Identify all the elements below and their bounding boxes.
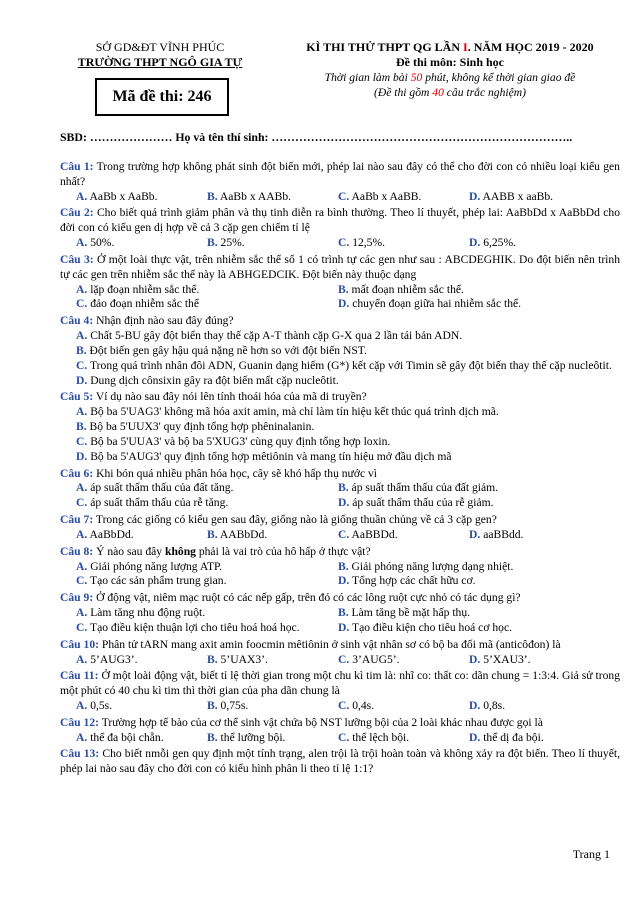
option-text: AaBb x AaBB. — [351, 189, 422, 203]
time-a: Thời gian làm bài — [324, 70, 411, 84]
option-text: AaBb x AaBb. — [89, 189, 158, 203]
page-number: Trang 1 — [572, 847, 610, 861]
option-b — [207, 528, 338, 543]
option-text: Bộ ba 5'UAG3' không mã hóa axit amin, mà chỉ làm tín hiệu kết thúc quá trình dịch mã. — [90, 405, 499, 419]
option-a — [76, 190, 207, 205]
option-b — [60, 420, 620, 435]
options — [60, 653, 620, 668]
option-d — [469, 699, 600, 714]
option-text: 3’AUG5’. — [352, 652, 400, 666]
question-text: Trong các giống có kiểu gen sau đây, giống nào là giống thuần chủng về cả 3 cặp gen? — [95, 513, 497, 527]
option-b — [207, 653, 338, 668]
option-letter: B. — [207, 730, 218, 744]
question-label: Câu 2: — [60, 206, 94, 220]
option-a — [76, 699, 207, 714]
option-letter: A. — [76, 559, 88, 573]
option-text: Tạo các sản phẩm trung gian. — [89, 574, 227, 588]
option-text: 12,5%. — [352, 236, 386, 250]
option-a — [60, 405, 620, 420]
school-name: TRƯỜNG THPT NGÔ GIA TỰ — [77, 55, 243, 70]
option-letter: D. — [469, 652, 481, 666]
count-a: (Đề thi gồm — [374, 85, 433, 99]
question-stem — [60, 716, 620, 731]
question-text: Trong trường hợp không phát sinh đột biến mới, phép lai nào sau đây có thể cho đời con có nhiều loại kiểu gen nhất? — [60, 160, 620, 188]
option-letter: A. — [76, 329, 88, 343]
option-letter: C. — [76, 620, 88, 634]
option-d — [338, 621, 600, 636]
option-d — [469, 731, 600, 746]
question-text-emphasis: không — [165, 544, 196, 558]
option-text: 0,5s. — [90, 698, 113, 712]
option-text: 6,25%. — [483, 236, 517, 250]
option-text: aaBBdd. — [483, 527, 524, 541]
option-d — [469, 528, 600, 543]
question-stem — [60, 314, 620, 329]
option-text: Tạo điều kiện thuận lợi cho tiêu hoá hoá học. — [89, 620, 300, 634]
option-text: áp suất thẩm thấu của đất tăng. — [90, 481, 234, 495]
question-text: Nhận định nào sau đây đúng? — [96, 314, 234, 328]
question-11 — [60, 669, 620, 713]
exam-title-roman: I — [463, 40, 468, 54]
question-13 — [60, 747, 620, 777]
question-stem — [60, 206, 620, 236]
question-label: Câu 9: — [60, 591, 94, 605]
option-letter: B. — [76, 343, 87, 357]
option-letter: B. — [338, 606, 349, 620]
option-text: áp suất thẩm thấu của đất giảm. — [351, 481, 499, 495]
question-stem — [60, 591, 620, 606]
option-letter: D. — [469, 527, 481, 541]
option-text: thể đa bội chẵn. — [90, 730, 164, 744]
option-letter: C. — [338, 698, 350, 712]
option-a — [76, 560, 338, 575]
options — [60, 560, 620, 590]
option-letter: C. — [76, 434, 88, 448]
header-left — [60, 40, 260, 71]
question-text-a: Ý nào sau đây — [96, 544, 165, 558]
option-a — [76, 653, 207, 668]
option-c — [76, 496, 338, 511]
option-letter: B. — [207, 652, 218, 666]
question-label: Câu 12: — [60, 715, 99, 729]
question-count — [285, 86, 615, 101]
question-text: Ví dụ nào sau đây nói lên tính thoái hóa của mã di truyền? — [95, 390, 367, 404]
option-text: lặp đoạn nhiễm sắc thể. — [90, 282, 200, 296]
option-letter: B. — [207, 527, 218, 541]
option-d — [469, 190, 600, 205]
option-text: mất đoạn nhiễm sắc thể. — [351, 282, 464, 296]
option-c — [338, 653, 469, 668]
question-label: Câu 4: — [60, 314, 94, 328]
question-label: Câu 3: — [60, 252, 94, 266]
option-letter: D. — [469, 189, 481, 203]
option-letter: C. — [338, 189, 350, 203]
option-letter: B. — [207, 236, 218, 250]
question-stem — [60, 253, 620, 283]
option-a — [76, 283, 338, 298]
question-stem — [60, 160, 620, 190]
time-b: phút, không kể thời gian giao đề — [422, 70, 576, 84]
option-d — [60, 374, 620, 389]
exam-code-box: Mã đề thi: 246 — [95, 78, 229, 116]
option-letter: B. — [338, 559, 349, 573]
option-text: đảo đoạn nhiễm sắc thể — [90, 297, 200, 311]
question-12 — [60, 716, 620, 746]
option-a — [76, 731, 207, 746]
question-stem — [60, 545, 620, 560]
option-text: 50%. — [90, 236, 115, 250]
option-text: Chất 5-BU gây đột biến thay thế cặp A-T thành cặp G-X qua 2 lần tái bản ADN. — [90, 329, 463, 343]
option-b — [338, 481, 600, 496]
option-letter: B. — [207, 189, 218, 203]
question-label: Câu 1: — [60, 160, 94, 173]
option-letter: B. — [338, 481, 349, 495]
option-d — [469, 653, 600, 668]
option-c — [60, 359, 620, 374]
exam-time — [285, 71, 615, 86]
option-text: áp suất thẩm thấu của rễ tăng. — [90, 496, 229, 510]
option-c — [338, 699, 469, 714]
question-label: Câu 11: — [60, 669, 99, 683]
option-letter: A. — [76, 606, 88, 620]
question-text: Ở một loài động vật, biết tỉ lệ thời gian trong một chu kì tim là: nhĩ co: thất co: dãn chung = 1:3:4. Giả sử trong một phút có 40 chu kì tim thì thời gian của pha dãn chung là — [60, 669, 620, 698]
option-text: 0,4s. — [352, 698, 375, 712]
exam-title — [285, 40, 615, 55]
options — [60, 329, 620, 388]
exam-title-a: KÌ THI THỬ THPT QG LẦN — [306, 40, 464, 54]
option-text: 5’XAU3’. — [483, 652, 531, 666]
option-text: 5’UAX3’. — [220, 652, 268, 666]
question-text-b: phải là vai trò của hô hấp ở thực vật? — [195, 544, 371, 558]
option-d — [338, 297, 600, 312]
question-stem — [60, 390, 620, 405]
option-text: AaBbDd. — [89, 527, 134, 541]
option-text: AABbDd. — [219, 527, 268, 541]
option-text: AaBb x AABb. — [219, 189, 292, 203]
option-letter: D. — [338, 574, 350, 588]
option-text: Bộ ba 5'UUX3' quy định tổng hợp phêninalanin. — [89, 420, 315, 434]
question-label: Câu 13: — [60, 747, 100, 761]
option-c — [338, 731, 469, 746]
option-b — [338, 283, 600, 298]
option-letter: C. — [76, 574, 88, 588]
header-right — [285, 40, 615, 100]
option-text: thể dị đa bội. — [483, 730, 544, 744]
option-letter: C. — [76, 358, 88, 372]
candidate-info-line: SBD: ………………… Họ và tên thí sinh: ………………………………………………………………….. — [60, 130, 573, 144]
question-7 — [60, 513, 620, 543]
option-c — [338, 528, 469, 543]
question-list — [60, 160, 620, 779]
option-c — [338, 190, 469, 205]
options — [60, 405, 620, 464]
option-b — [338, 560, 600, 575]
option-b — [338, 606, 600, 621]
option-letter: D. — [469, 698, 481, 712]
question-stem — [60, 669, 620, 699]
question-label: Câu 7: — [60, 513, 94, 527]
option-a — [76, 528, 207, 543]
option-text: Giải phóng năng lượng ATP. — [90, 559, 223, 573]
option-letter: A. — [76, 282, 88, 296]
question-3 — [60, 253, 620, 312]
option-letter: B. — [338, 282, 349, 296]
option-text: Giải phóng năng lượng dạng nhiệt. — [351, 559, 514, 573]
question-stem — [60, 467, 620, 482]
option-letter: D. — [338, 297, 350, 311]
option-b — [207, 731, 338, 746]
option-text: Làm tăng nhu động ruột. — [90, 606, 206, 620]
question-6 — [60, 467, 620, 511]
option-b — [207, 699, 338, 714]
question-text: Ở một loài thực vật, trên nhiễm sắc thể số 1 có trình tự các gen như sau : ABCDEGHIK. Do đột biến nên trình tự các gen trên nhiễm sắc thể này là ABHGEDCIK. Đột biến này thuộc dạng — [60, 252, 620, 281]
option-letter: D. — [76, 449, 88, 463]
option-letter: C. — [76, 496, 88, 510]
option-letter: A. — [76, 698, 88, 712]
count-num: 40 — [432, 85, 444, 99]
options — [60, 190, 620, 205]
option-text: 0,75s. — [220, 698, 249, 712]
option-letter: C. — [338, 527, 350, 541]
option-text: Đột biến gen gây hậu quả nặng nề hơn so với đột biến NST. — [89, 343, 367, 357]
question-2 — [60, 206, 620, 250]
option-text: 0,8s. — [483, 698, 506, 712]
option-text: thể lưỡng bội. — [220, 730, 286, 744]
option-letter: C. — [338, 652, 350, 666]
options — [60, 283, 620, 313]
exam-title-b: . NĂM HỌC 2019 - 2020 — [467, 40, 594, 54]
option-text: Tạo điều kiện cho tiêu hoá cơ học. — [351, 620, 512, 634]
question-stem — [60, 513, 620, 528]
option-letter: C. — [338, 236, 350, 250]
option-text: 5’AUG3’. — [90, 652, 138, 666]
option-letter: A. — [76, 527, 88, 541]
count-b: câu trắc nghiệm) — [443, 85, 526, 99]
option-a — [76, 236, 207, 251]
option-letter: B. — [76, 420, 87, 434]
option-text: 25%. — [220, 236, 245, 250]
option-a — [60, 329, 620, 344]
question-10 — [60, 638, 620, 668]
question-1 — [60, 160, 620, 204]
question-5 — [60, 390, 620, 464]
question-text: Cho biết nmỗi gen quy định một tính trạng, alen trội là trội hoàn toàn và không xảy ra đột biến. Theo lí thuyết, phép lai nào sau đây cho đời con có kiểu hình phân li theo tỉ lệ 1:1? — [60, 747, 620, 776]
option-b — [207, 236, 338, 251]
option-letter: A. — [76, 405, 88, 419]
option-text: Trong quá trình nhân đôi ADN, Guanin dạng hiếm (G*) kết cặp với Timin sẽ gây đột biến thay thế cặp nucleôtit. — [89, 358, 612, 372]
option-letter: D. — [76, 373, 88, 387]
option-letter: B. — [207, 698, 218, 712]
question-text: Ở động vật, niêm mạc ruột có các nếp gấp, trên đó có các lông ruột cực nhỏ có tác dụng gì? — [96, 591, 521, 605]
question-4 — [60, 314, 620, 388]
option-c — [60, 435, 620, 450]
question-text: Phân tử tARN mang axit amin foocmin mêtiônin ở sinh vật nhân sơ có bộ ba đối mã (anticôđon) là — [101, 637, 561, 651]
question-label: Câu 10: — [60, 637, 99, 651]
question-text: Khi bón quá nhiều phân hóa học, cây sẽ khó hấp thụ nước vì — [96, 466, 378, 480]
option-b — [207, 190, 338, 205]
option-c — [76, 621, 338, 636]
option-c — [338, 236, 469, 251]
option-d — [60, 450, 620, 465]
option-letter: C. — [76, 297, 88, 311]
option-letter: A. — [76, 652, 88, 666]
option-b — [60, 344, 620, 359]
option-letter: A. — [76, 481, 88, 495]
question-text: Cho biết quá trình giảm phân và thụ tinh diễn ra bình thường. Theo lí thuyết, phép lai: AaBbDd x AaBbDd cho đời con có kiểu gen dị hợp về cả 3 cặp gen chiếm tỉ lệ — [60, 206, 620, 235]
option-letter: D. — [338, 620, 350, 634]
option-a — [76, 481, 338, 496]
question-stem — [60, 638, 620, 653]
option-letter: C. — [338, 730, 350, 744]
option-text: AABB x aaBb. — [482, 189, 554, 203]
option-d — [469, 236, 600, 251]
option-letter: D. — [338, 496, 350, 510]
options — [60, 606, 620, 636]
option-d — [338, 496, 600, 511]
option-letter: A. — [76, 236, 88, 250]
option-c — [76, 574, 338, 589]
question-8 — [60, 545, 620, 589]
option-text: chuyển đoạn giữa hai nhiễm sắc thể. — [352, 297, 522, 311]
option-letter: D. — [469, 236, 481, 250]
question-stem — [60, 747, 620, 777]
option-text: Dung dịch cônsixin gây ra đột biến mất cặp nucleôtit. — [90, 373, 339, 387]
question-label: Câu 6: — [60, 466, 94, 480]
options — [60, 528, 620, 543]
option-text: Làm tăng bề mặt hấp thụ. — [351, 606, 471, 620]
option-text: AaBBDd. — [351, 527, 398, 541]
option-a — [76, 606, 338, 621]
option-d — [338, 574, 600, 589]
option-letter: D. — [469, 730, 481, 744]
option-letter: A. — [76, 730, 88, 744]
exam-subject: Đề thi môn: Sinh học — [395, 55, 505, 70]
options — [60, 481, 620, 511]
question-text: Trường hợp tế bào của cơ thể sinh vật chứa bộ NST lưỡng bội của 2 loài khác nhau được gọi là — [101, 715, 543, 729]
question-label: Câu 8: — [60, 544, 94, 558]
option-text: áp suất thẩm thấu của rễ giảm. — [352, 496, 494, 510]
option-letter: A. — [76, 189, 88, 203]
options — [60, 236, 620, 251]
question-9 — [60, 591, 620, 635]
option-text: Bộ ba 5'AUG3' quy định tổng hợp mêtiônin và mang tín hiệu mở đầu dịch mã — [90, 449, 452, 463]
option-text: Tổng hợp các chất hữu cơ. — [351, 574, 476, 588]
option-c — [76, 297, 338, 312]
options — [60, 699, 620, 714]
question-label: Câu 5: — [60, 390, 94, 404]
options — [60, 731, 620, 746]
department-name: SỞ GD&ĐT VĨNH PHÚC — [95, 40, 225, 54]
option-text: Bộ ba 5'UUA3' và bộ ba 5'XUG3' cùng quy định tổng hợp loxin. — [90, 434, 391, 448]
option-text: thể lệch bội. — [352, 730, 410, 744]
time-num: 50 — [410, 70, 423, 84]
